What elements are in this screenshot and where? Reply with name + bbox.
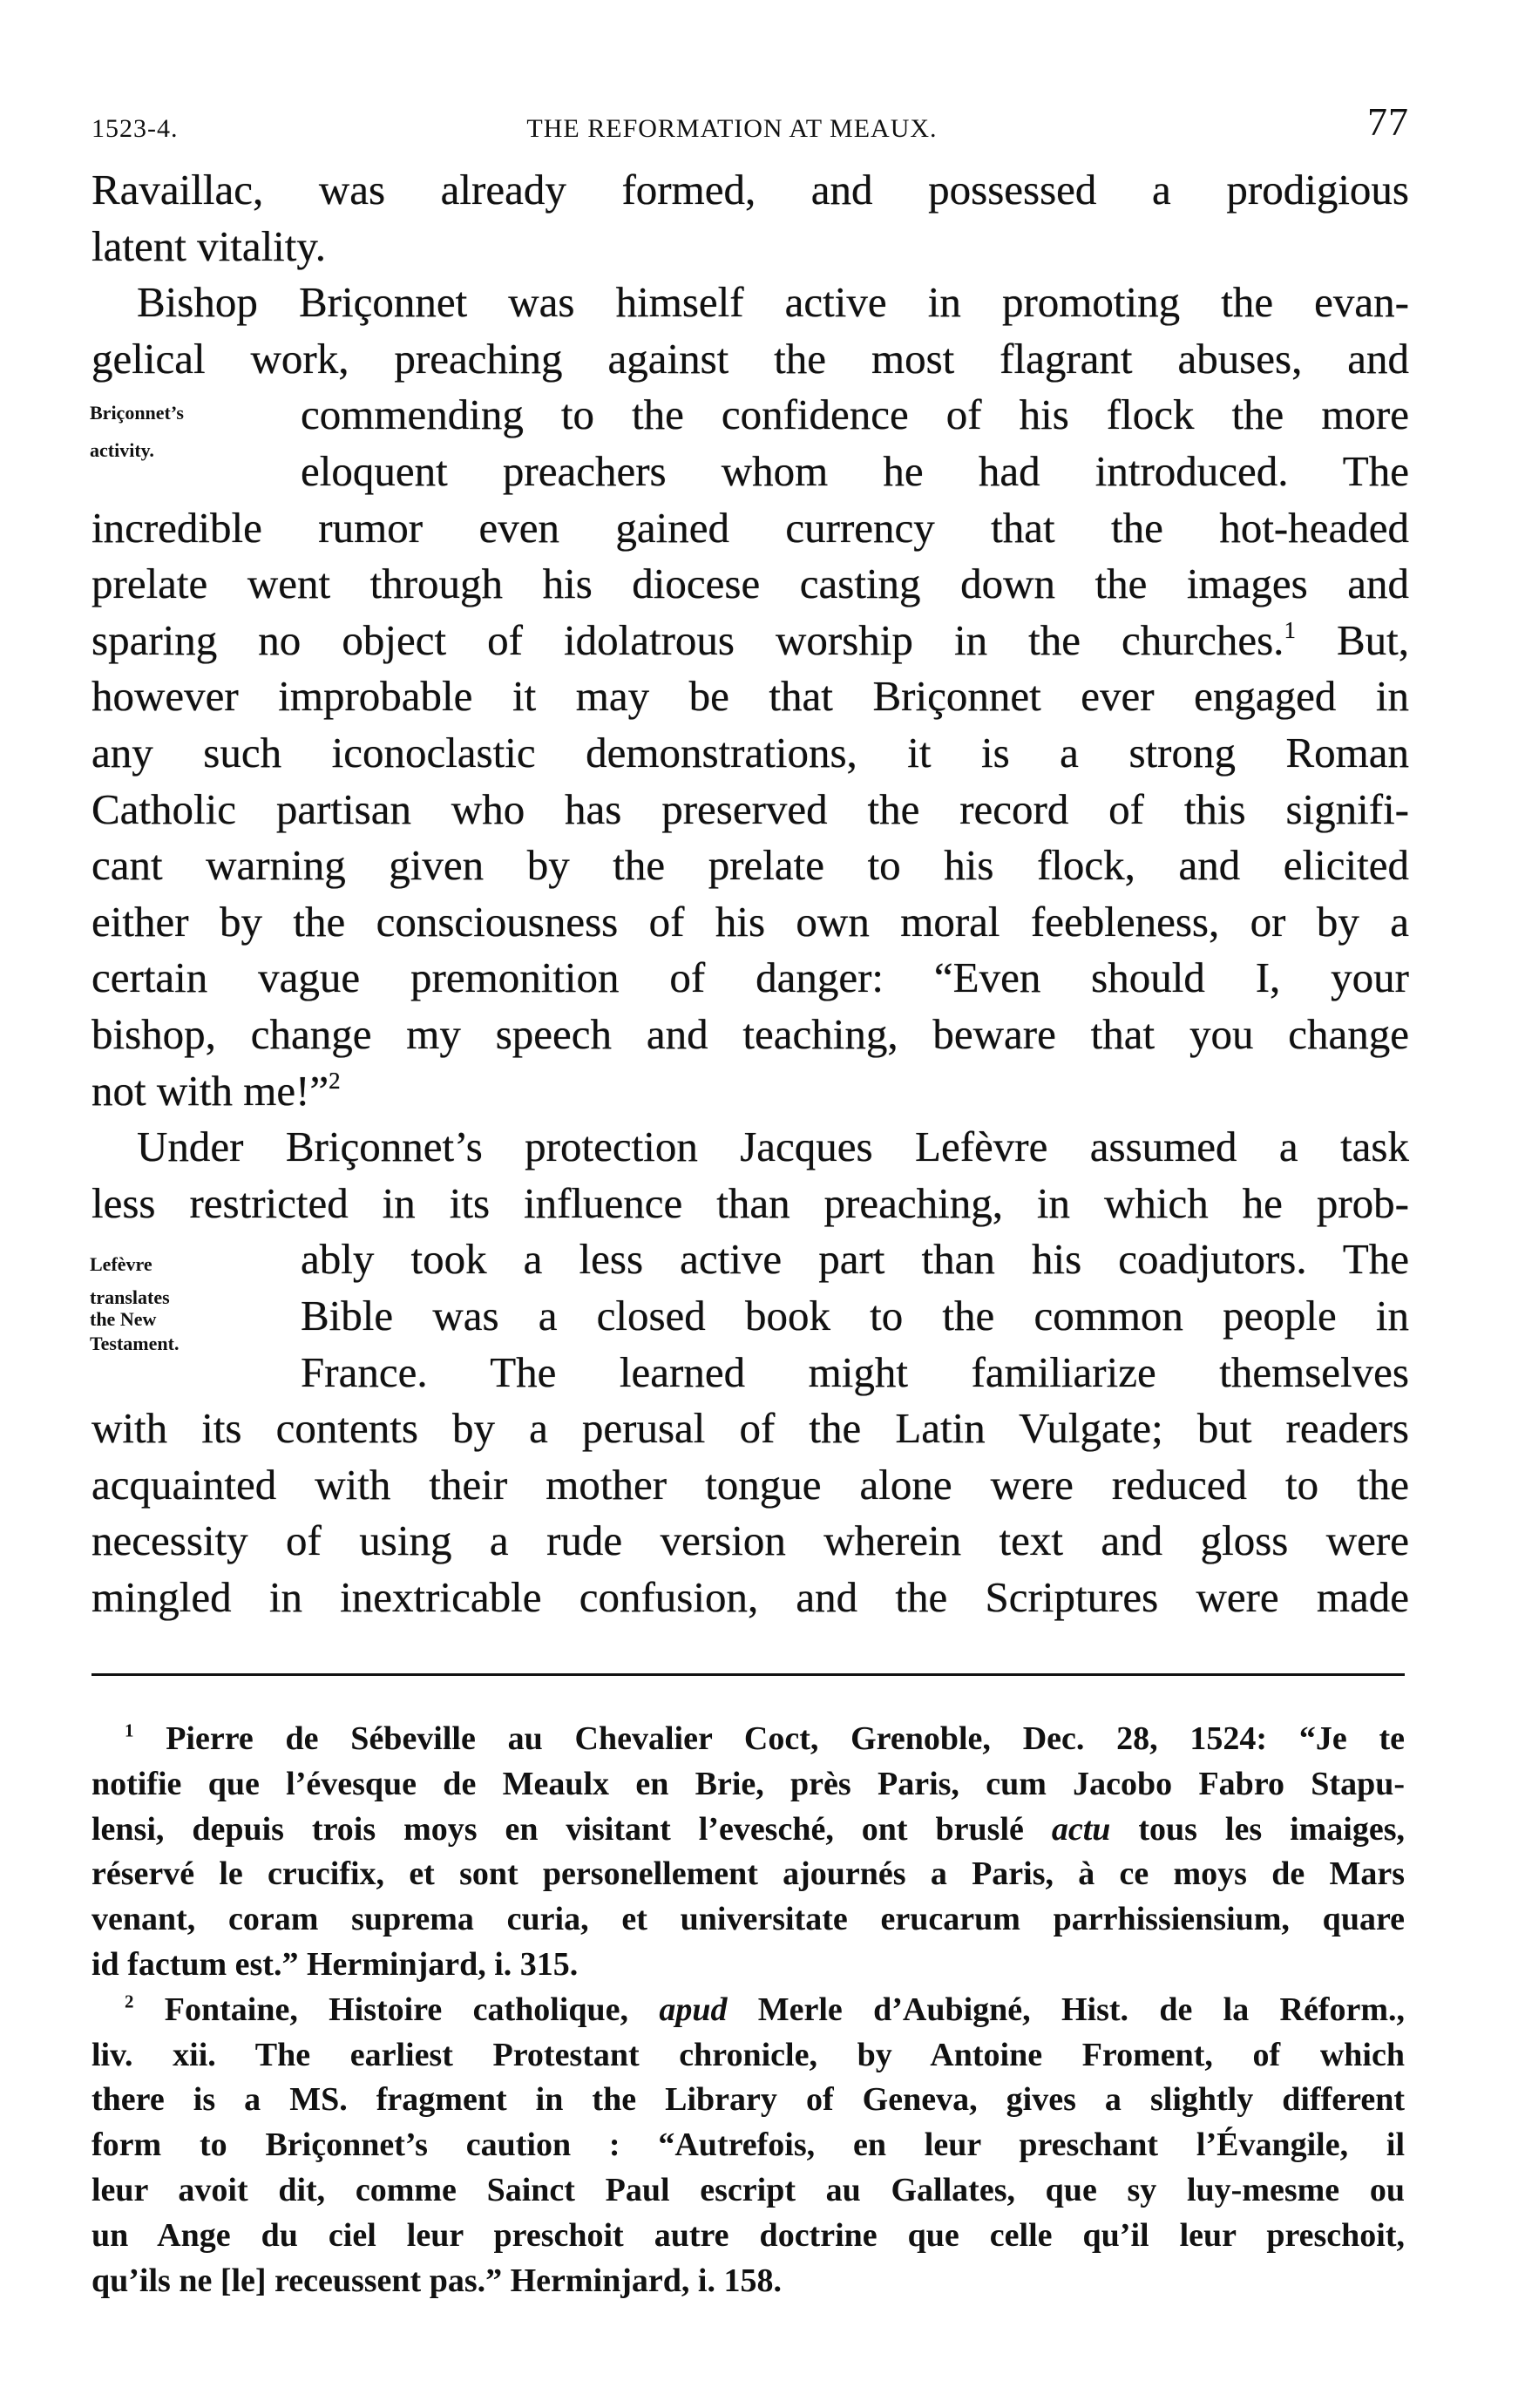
text-segment: venant, coram suprema curia, et universitate erucarum parrhissiensium, quare [91, 1901, 1405, 1938]
body-line [301, 387, 1409, 443]
margin-note-line: activity. [90, 439, 154, 461]
text-segment: Fontaine, Histoire catholique, [133, 1991, 660, 2028]
footnote-line [91, 2167, 1405, 2213]
text-segment: Catholic partisan who has preserved the record of this signifi- [91, 784, 1409, 833]
body-line [91, 331, 1409, 387]
body-line [91, 838, 1409, 893]
footnote-line [125, 1987, 1405, 2032]
footnote-line [91, 2213, 1405, 2258]
text-segment: eloquent preachers whom he had introduced. The [301, 447, 1409, 495]
body-line [301, 1288, 1409, 1344]
text-segment: latent vitality. [91, 221, 326, 270]
body-line [137, 275, 1409, 330]
body-line [91, 1401, 1409, 1456]
text-segment: incredible rumor even gained currency that the hot-headed [91, 503, 1409, 552]
italic-text: actu [1051, 1810, 1111, 1848]
italic-text: apud [659, 1991, 728, 2028]
page-number: 77 [1367, 99, 1409, 144]
running-head-years: 1523-4. [91, 114, 179, 143]
body-line [91, 782, 1409, 838]
text-segment: But, [1295, 615, 1410, 664]
margin-note-line: Briçonnet’s [90, 402, 184, 424]
footnote-line [91, 1761, 1405, 1807]
footnote-line [125, 1716, 1405, 1761]
text-segment: there is a MS. fragment in the Library of Geneva, gives a slightly different [91, 2081, 1405, 2119]
footnote-line [91, 2122, 1405, 2167]
text-segment: bishop, change my speech and teaching, beware that you change [91, 1010, 1409, 1058]
text-segment: cant warning given by the prelate to his flock, and elicited [91, 841, 1409, 890]
footnote-line [91, 1851, 1405, 1896]
text-segment: either by the consciousness of his own moral feebleness, or by a [91, 897, 1409, 946]
text-segment: réservé le crucifix, et sont personellement ajournés a Paris, à ce moys de Mars [91, 1855, 1405, 1893]
text-segment: not with me!” [91, 1066, 329, 1115]
body-line [91, 1007, 1409, 1062]
text-segment: certain vague premonition of danger: “Even should I, your [91, 953, 1409, 1002]
text-segment: any such iconoclastic demonstrations, it is a strong Roman [91, 729, 1409, 777]
running-head-title: THE REFORMATION AT MEAUX. [526, 114, 938, 143]
text-segment: ably took a less active part than his coadjutors. The [301, 1235, 1409, 1284]
margin-note-line: Testament. [90, 1333, 180, 1354]
text-segment: however improbable it may be that Briçonnet ever engaged in [91, 672, 1409, 721]
margin-note-line: Lefèvre [90, 1253, 152, 1275]
body-line [91, 500, 1409, 556]
text-segment: notifie que l’évesque de Meaulx en Brie, près Paris, cum Jacobo Fabro Stapu- [91, 1765, 1405, 1802]
body-line [91, 613, 1409, 668]
text-segment: form to Briçonnet’s caution : “Autrefois, en leur preschant l’Évangile, il [91, 2127, 1405, 2164]
text-segment: Pierre de Sébeville au Chevalier Coct, Grenoble, Dec. 28, 1524: “Je te [133, 1720, 1405, 1757]
text-segment: Merle d’Aubigné, Hist. de la Réform., [727, 1991, 1406, 2028]
body-line [91, 725, 1409, 781]
text-segment: gelical work, preaching against the most flagrant abuses, and [91, 334, 1409, 383]
footnote-line [91, 2258, 1405, 2303]
text-segment: necessity of using a rude version wherein text and gloss were [91, 1516, 1409, 1565]
body-line [91, 1513, 1409, 1569]
text-segment: Under Briçonnet’s protection Jacques Lefèvre assumed a task [137, 1123, 1409, 1171]
text-segment: id factum est.” Herminjard, i. 315. [91, 1946, 579, 1983]
footnote-line [91, 2077, 1405, 2122]
body-line [91, 1176, 1409, 1231]
footnote-marker: 1 [125, 1720, 134, 1741]
footnote-marker: 1 [1284, 616, 1296, 643]
text-segment: with its contents by a perusal of the Latin Vulgate; but readers [91, 1404, 1409, 1453]
text-segment: mingled in inextricable confusion, and the Scriptures were made [91, 1573, 1409, 1621]
body-line [91, 1063, 1409, 1119]
text-segment: Bible was a closed book to the common people in [301, 1292, 1409, 1340]
text-segment: Ravaillac, was already formed, and possessed a prodigious [91, 166, 1409, 214]
footnote-line [91, 1807, 1405, 1852]
body-line [301, 1231, 1409, 1287]
body-line [91, 668, 1409, 724]
body-line [137, 1119, 1409, 1175]
text-segment: sparing no object of idolatrous worship in the churches. [91, 615, 1284, 664]
body-line [91, 162, 1409, 218]
text-segment: Bishop Briçonnet was himself active in promoting the evan- [137, 278, 1409, 327]
text-segment: tous les imaiges, [1110, 1810, 1405, 1848]
footnote-marker: 2 [329, 1067, 341, 1094]
text-segment: France. The learned might familiarize themselves [301, 1347, 1409, 1396]
body-line [91, 894, 1409, 950]
text-segment: prelate went through his diocese casting down the images and [91, 560, 1409, 608]
body-line [91, 219, 1409, 275]
text-segment: lensi, depuis trois moys en visitant l’evesché, ont bruslé [91, 1810, 1052, 1848]
footnote-rule [91, 1673, 1405, 1676]
footnote-line [91, 2032, 1405, 2078]
body-line [301, 1345, 1409, 1401]
body-line [91, 556, 1409, 612]
body-line [91, 1570, 1409, 1625]
text-segment: un Ange du ciel leur preschoit autre doctrine que celle qu’il leur preschoit, [91, 2216, 1405, 2254]
body-line [301, 444, 1409, 499]
text-segment: commending to the confidence of his flock the more [301, 390, 1409, 439]
text-segment: leur avoit dit, comme Sainct Paul escript au Gallates, que sy luy-mesme ou [91, 2172, 1405, 2208]
body-line [91, 1457, 1409, 1513]
footnote-line [91, 1896, 1405, 1942]
margin-note-line: the New [90, 1308, 157, 1330]
body-line [91, 950, 1409, 1006]
footnote-line [91, 1942, 1405, 1987]
text-segment: less restricted in its influence than preaching, in which he prob- [91, 1178, 1409, 1227]
text-segment: liv. xii. The earliest Protestant chronicle, by Antoine Froment, of which [91, 2036, 1405, 2073]
text-segment: qu’ils ne [le] receussent pas.” Herminjard, i. 158. [91, 2262, 782, 2299]
footnote-marker: 2 [125, 1991, 134, 2012]
margin-note-line: translates [90, 1286, 170, 1308]
text-segment: acquainted with their mother tongue alone were reduced to the [91, 1460, 1409, 1509]
